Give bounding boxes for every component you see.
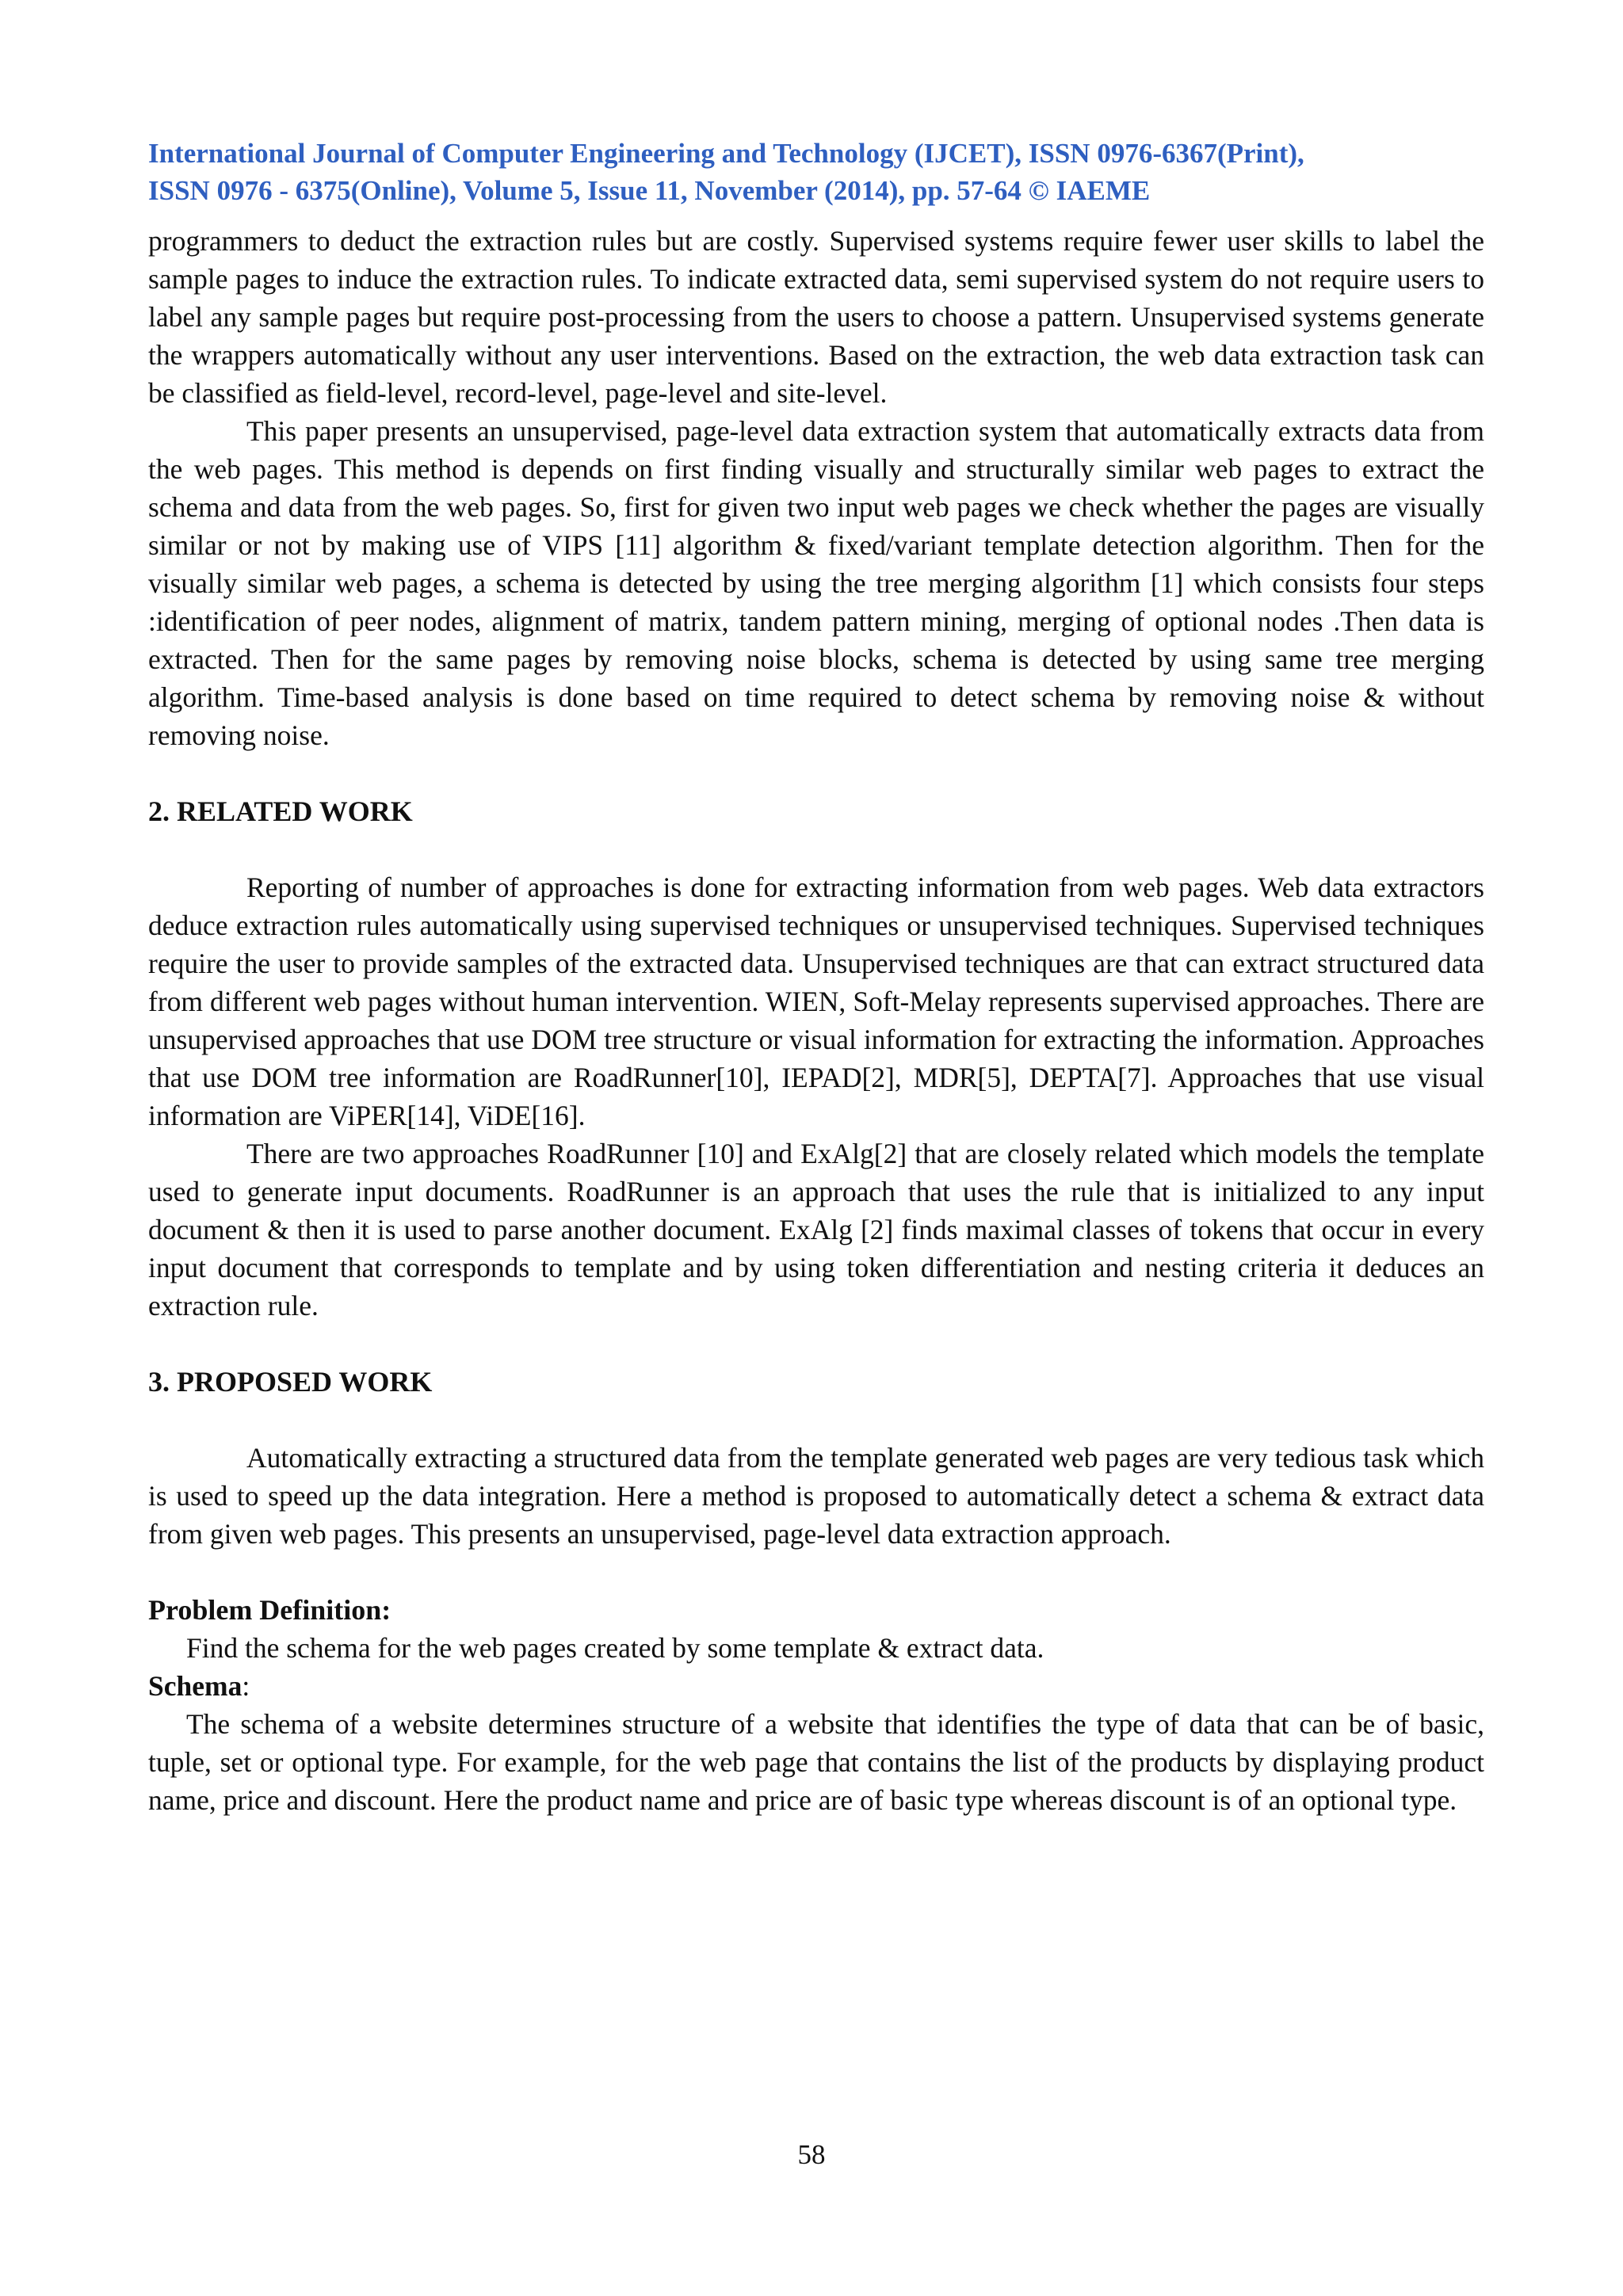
paper-page — [148, 135, 1484, 1819]
journal-header — [148, 135, 1484, 209]
related-work-paragraph-1: Reporting of number of approaches is done for extracting information from web pages. Web data extractors deduce extraction rules automatically using supervised techniques or unsupervised techniques. Supervised techniques require the user to provide samples of the extracted data. Unsupervised techniques are that can extract structured data from different web pages without human intervention. WIEN, Soft-Melay represents supervised approaches. There are unsupervised approaches that use DOM tree structure or visual information for extracting the information. Approaches that use DOM tree information are RoadRunner[10], IEPAD[2], MDR[5], DEPTA[7]. Approaches that use visual information are ViPER[14], ViDE[16]. — [148, 871, 1484, 1131]
problem-definition-text: Find the schema for the web pages created by some template & extract data. — [186, 1632, 1044, 1664]
page-number: 58 — [797, 2139, 826, 2170]
schema-label-line — [148, 1667, 1484, 1705]
schema-label: Schema — [148, 1670, 242, 1702]
section-heading-proposed-work: 3. PROPOSED WORK — [148, 1366, 433, 1398]
proposed-work-paragraph-1: Automatically extracting a structured data from the template generated web pages are very tedious task which is used to speed up the data integration. Here a method is proposed to automatically detect a schema & extract data from given web pages. This presents an unsupervised, page-level data extraction approach. — [148, 1442, 1484, 1550]
related-work-paragraph-2: There are two approaches RoadRunner [10] and ExAlg[2] that are closely related which models the template used to generate input documents. RoadRunner is an approach that uses the rule that is initialized to any input document & then it is used to parse another document. ExAlg [2] finds maximal classes of tokens that occur in every input document that corresponds to template and by using token differentiation and nesting criteria it deduces an extraction rule. — [148, 1138, 1484, 1322]
problem-definition-label: Problem Definition: — [148, 1594, 391, 1626]
journal-header-line-1: International Journal of Computer Engineering and Technology (IJCET), ISSN 0976-6367(Print), — [148, 138, 1304, 169]
journal-header-line-2: ISSN 0976 - 6375(Online), Volume 5, Issue 11, November (2014), pp. 57-64 © IAEME — [148, 175, 1151, 206]
intro-paragraph-1: programmers to deduct the extraction rules but are costly. Supervised systems require fewer user skills to label the sample pages to induce the extraction rules. To indicate extracted data, semi supervised system do not require users to label any sample pages but require post-processing from the users to choose a pattern. Unsupervised systems generate the wrappers automatically without any user interventions. Based on the extraction, the web data extraction task can be classified as field-level, record-level, page-level and site-level. — [148, 225, 1484, 409]
section-heading-related-work: 2. RELATED WORK — [148, 795, 413, 827]
schema-label-colon: : — [242, 1670, 250, 1702]
schema-text: The schema of a website determines structure of a website that identifies the type of data that can be of basic, tuple, set or optional type. For example, for the web page that contains the list of the products by displaying product name, price and discount. Here the product name and price are of basic type whereas discount is of an optional type. — [148, 1708, 1484, 1816]
intro-paragraph-2: This paper presents an unsupervised, page-level data extraction system that automatically extracts data from the web pages. This method is depends on first finding visually and structurally similar web pages to extract the schema and data from the web pages. So, first for given two input web pages we check whether the pages are visually similar or not by making use of VIPS [11] algorithm & fixed/variant template detection algorithm. Then for the visually similar web pages, a schema is detected by using the tree merging algorithm [1] which consists four steps :identification of peer nodes, alignment of matrix, tandem pattern mining, merging of optional nodes .Then data is extracted. Then for the same pages by removing noise blocks, schema is detected by using same tree merging algorithm. Time-based analysis is done based on time required to detect schema by removing noise & without removing noise. — [148, 415, 1484, 751]
